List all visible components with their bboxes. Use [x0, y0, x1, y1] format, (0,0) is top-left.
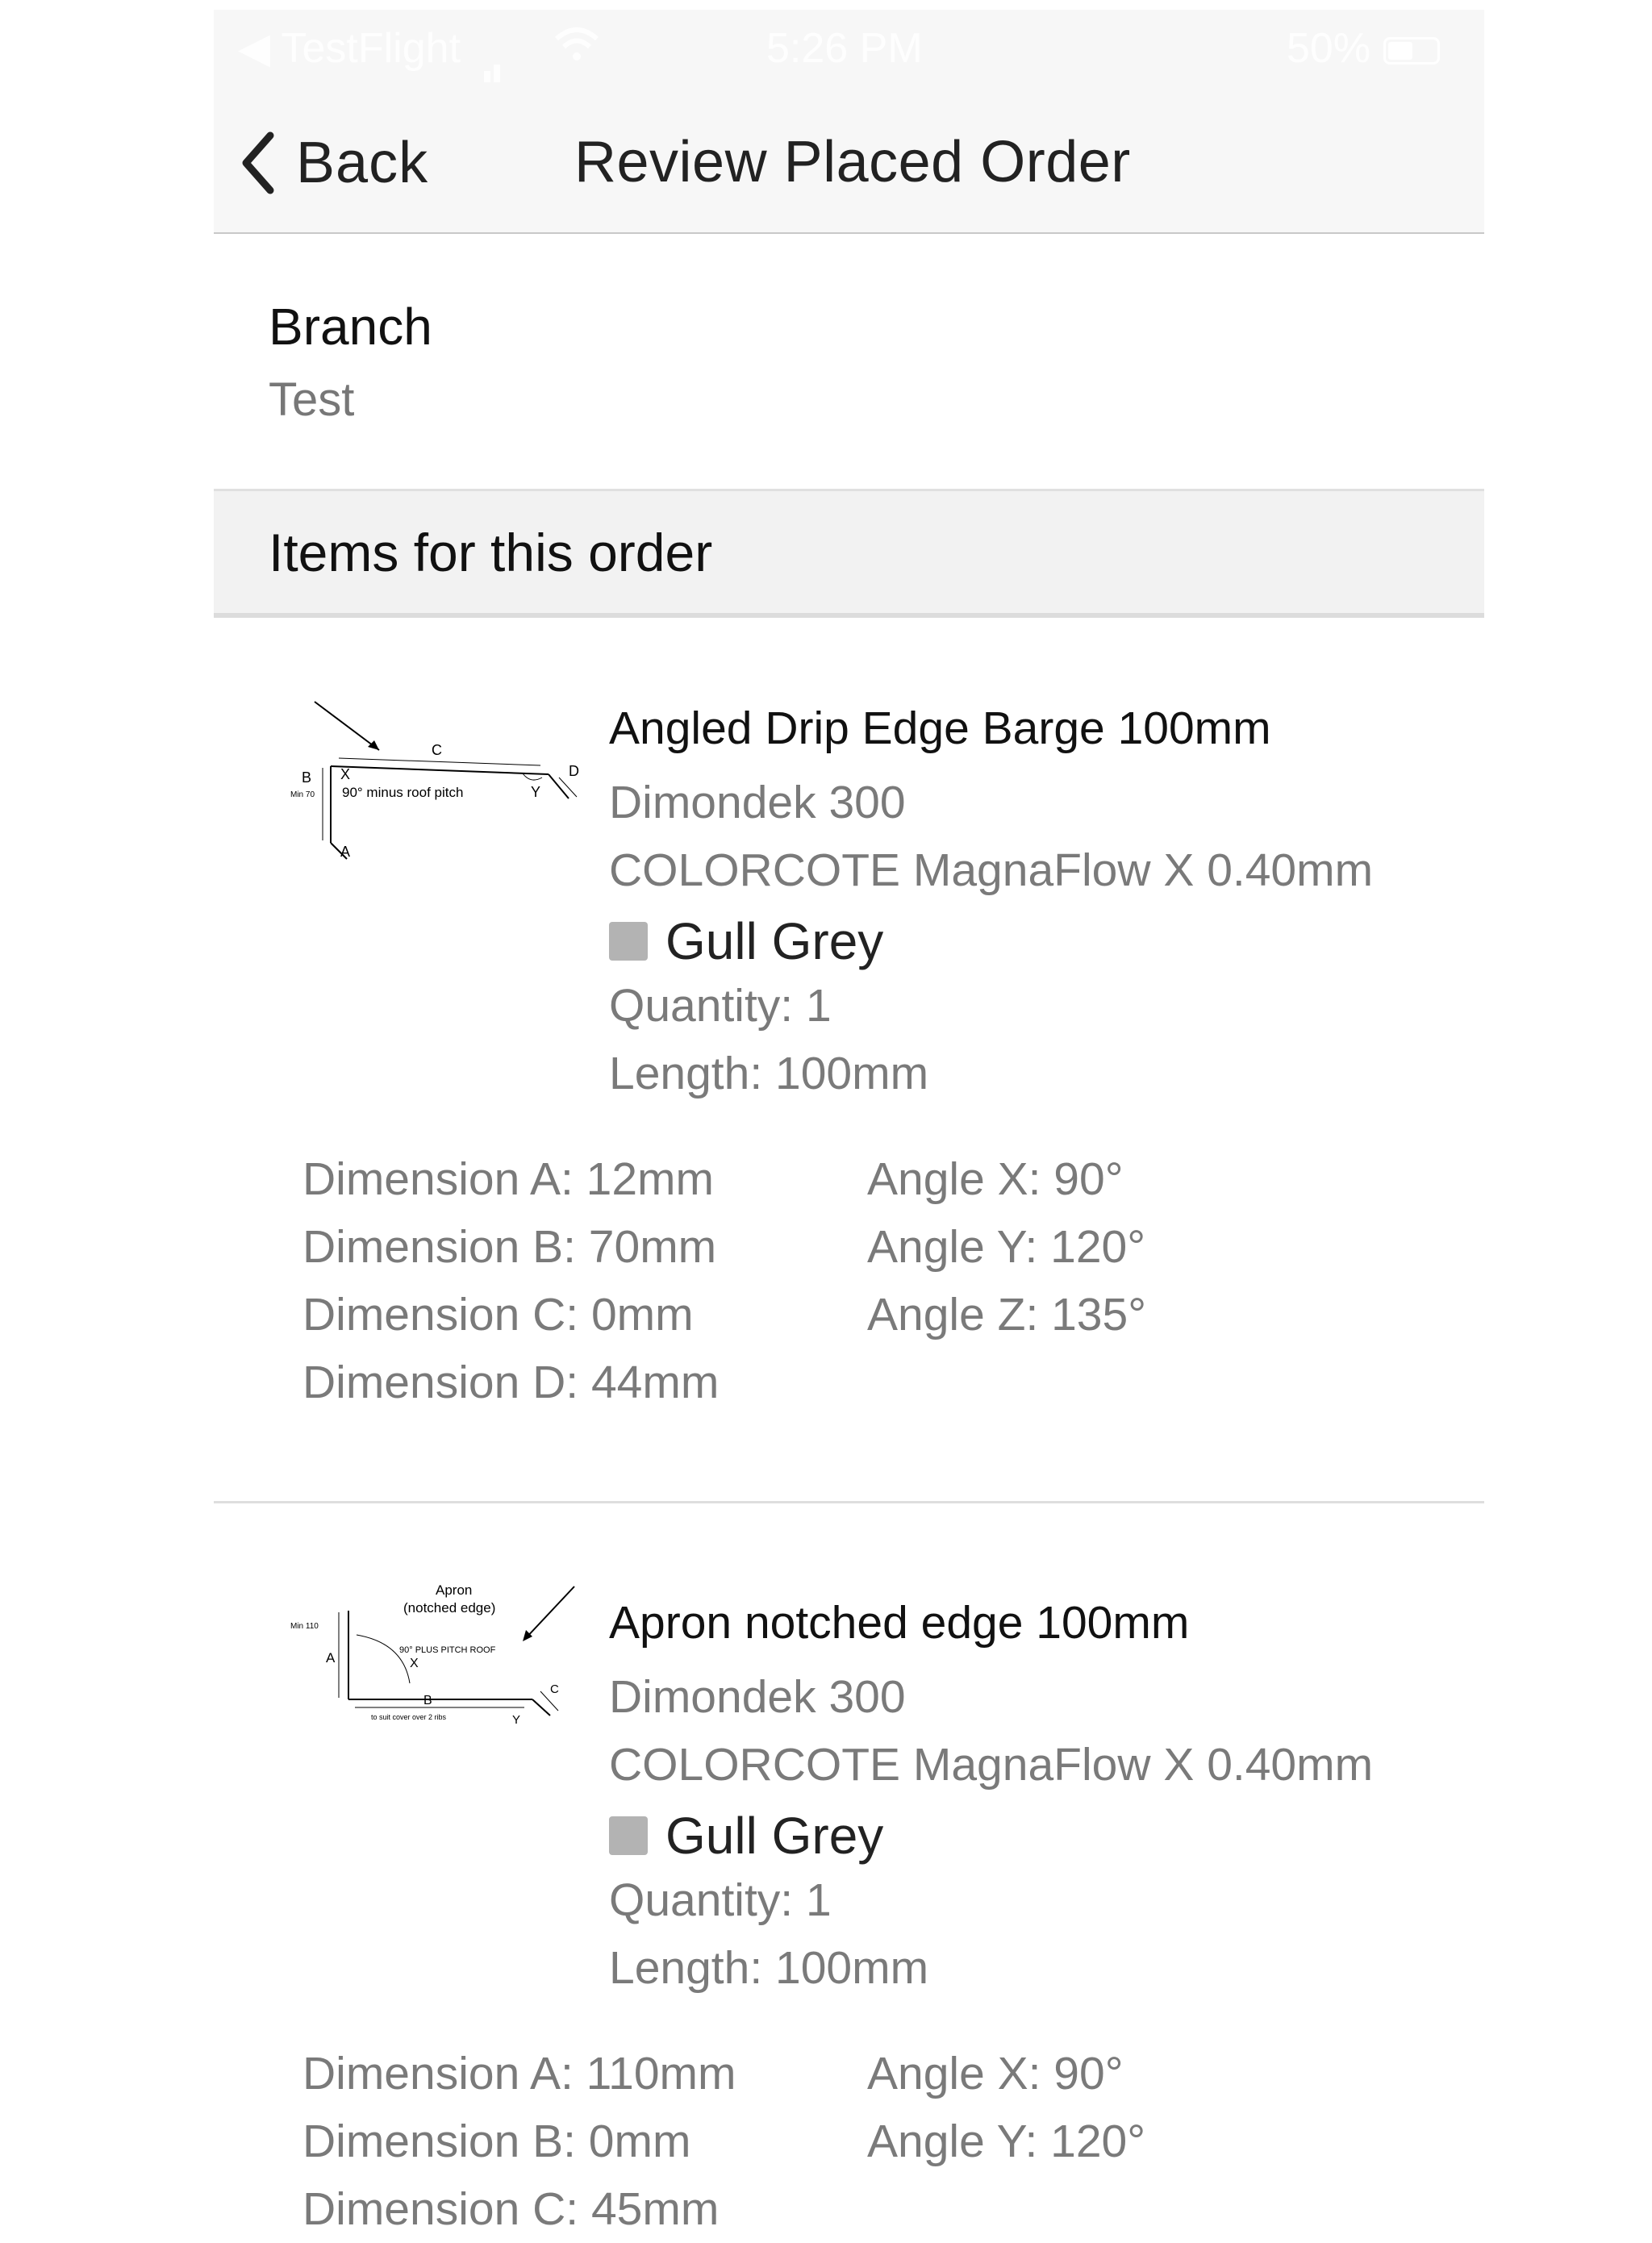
colour-name: Gull Grey [665, 1807, 884, 1865]
flashing-diagram-image [290, 1578, 589, 1764]
order-item[interactable] [214, 1506, 1484, 2235]
diagram-label: D [569, 763, 579, 779]
navigation-bar [214, 98, 1484, 234]
diagram-label: C [432, 742, 442, 758]
item-colour [609, 911, 883, 971]
branch-label: Branch [269, 298, 432, 356]
dimension-value: Dimension C: 0mm [302, 1289, 694, 1340]
status-time: 5:26 PM [766, 25, 923, 72]
signal-icon [484, 34, 503, 82]
angle-value: Angle Z: 135° [867, 1289, 1147, 1340]
battery-icon [1383, 37, 1440, 65]
wifi-icon [553, 24, 601, 75]
diagram-label: Y [531, 784, 541, 800]
diagram-label: C [550, 1682, 559, 1696]
item-material: COLORCOTE MagnaFlow X 0.40mm [609, 844, 1374, 896]
item-quantity: Quantity: 1 [609, 1874, 832, 1926]
items-section-header [214, 489, 1484, 618]
dimension-value: Dimension A: 12mm [302, 1153, 715, 1205]
flashing-diagram-image [290, 694, 589, 879]
colour-swatch [609, 1816, 648, 1855]
item-length: Length: 100mm [609, 1048, 929, 1099]
battery-percent: 50% [1287, 25, 1371, 72]
diagram-label: 90° minus roof pitch [342, 785, 464, 800]
item-profile: Dimondek 300 [609, 1671, 906, 1723]
item-colour [609, 1806, 883, 1866]
angles-list [867, 2040, 1145, 2175]
diagram-label: Min 70 [290, 790, 315, 799]
back-button[interactable] [238, 123, 428, 203]
diagram-label: B [423, 1694, 432, 1707]
return-to-app-link[interactable]: ◀ TestFlight [238, 25, 461, 72]
back-label: Back [296, 131, 429, 195]
angle-value: Angle Y: 120° [867, 2116, 1146, 2167]
diagram-label: A [340, 844, 351, 860]
diagram-label: X [410, 1657, 419, 1670]
diagram-label: Apron [436, 1582, 473, 1598]
item-title: Angled Drip Edge Barge 100mm [609, 703, 1271, 754]
dimensions-list [302, 2040, 736, 2243]
item-profile: Dimondek 300 [609, 777, 906, 828]
app-screen [214, 10, 1484, 2235]
item-material: COLORCOTE MagnaFlow X 0.40mm [609, 1739, 1374, 1791]
page-title: Review Placed Order [574, 130, 1131, 194]
diagram-label: Y [512, 1713, 521, 1727]
angle-value: Angle Y: 120° [867, 1221, 1146, 1273]
item-length: Length: 100mm [609, 1942, 929, 1994]
branch-value: Test [269, 373, 355, 426]
angle-value: Angle X: 90° [867, 1153, 1124, 1205]
status-bar [214, 10, 1484, 98]
branch-section [214, 234, 1484, 489]
item-quantity: Quantity: 1 [609, 980, 832, 1032]
dimension-value: Dimension B: 0mm [302, 2116, 691, 2167]
diagram-label: Min 110 [290, 1622, 319, 1631]
diagram-label: 90° PLUS PITCH ROOF [399, 1645, 496, 1655]
diagram-label: B [302, 769, 312, 786]
dimension-value: Dimension D: 44mm [302, 1357, 720, 1408]
dimension-value: Dimension A: 110mm [302, 2048, 736, 2099]
dimension-value: Dimension B: 70mm [302, 1221, 717, 1273]
diagram-label: A [326, 1650, 336, 1666]
diagram-label: (notched edge) [403, 1600, 496, 1616]
colour-swatch [609, 922, 648, 961]
colour-name: Gull Grey [665, 912, 884, 970]
order-item[interactable] [214, 623, 1484, 1503]
dimension-value: Dimension C: 45mm [302, 2183, 720, 2235]
item-title: Apron notched edge 100mm [609, 1597, 1190, 1649]
items-header-label: Items for this order [269, 523, 713, 582]
angles-list [867, 1145, 1146, 1349]
dimensions-list [302, 1145, 719, 1416]
diagram-label: to suit cover over 2 ribs [371, 1713, 447, 1721]
angle-value: Angle X: 90° [867, 2048, 1124, 2099]
chevron-left-icon [238, 131, 278, 195]
diagram-label: X [340, 766, 351, 782]
